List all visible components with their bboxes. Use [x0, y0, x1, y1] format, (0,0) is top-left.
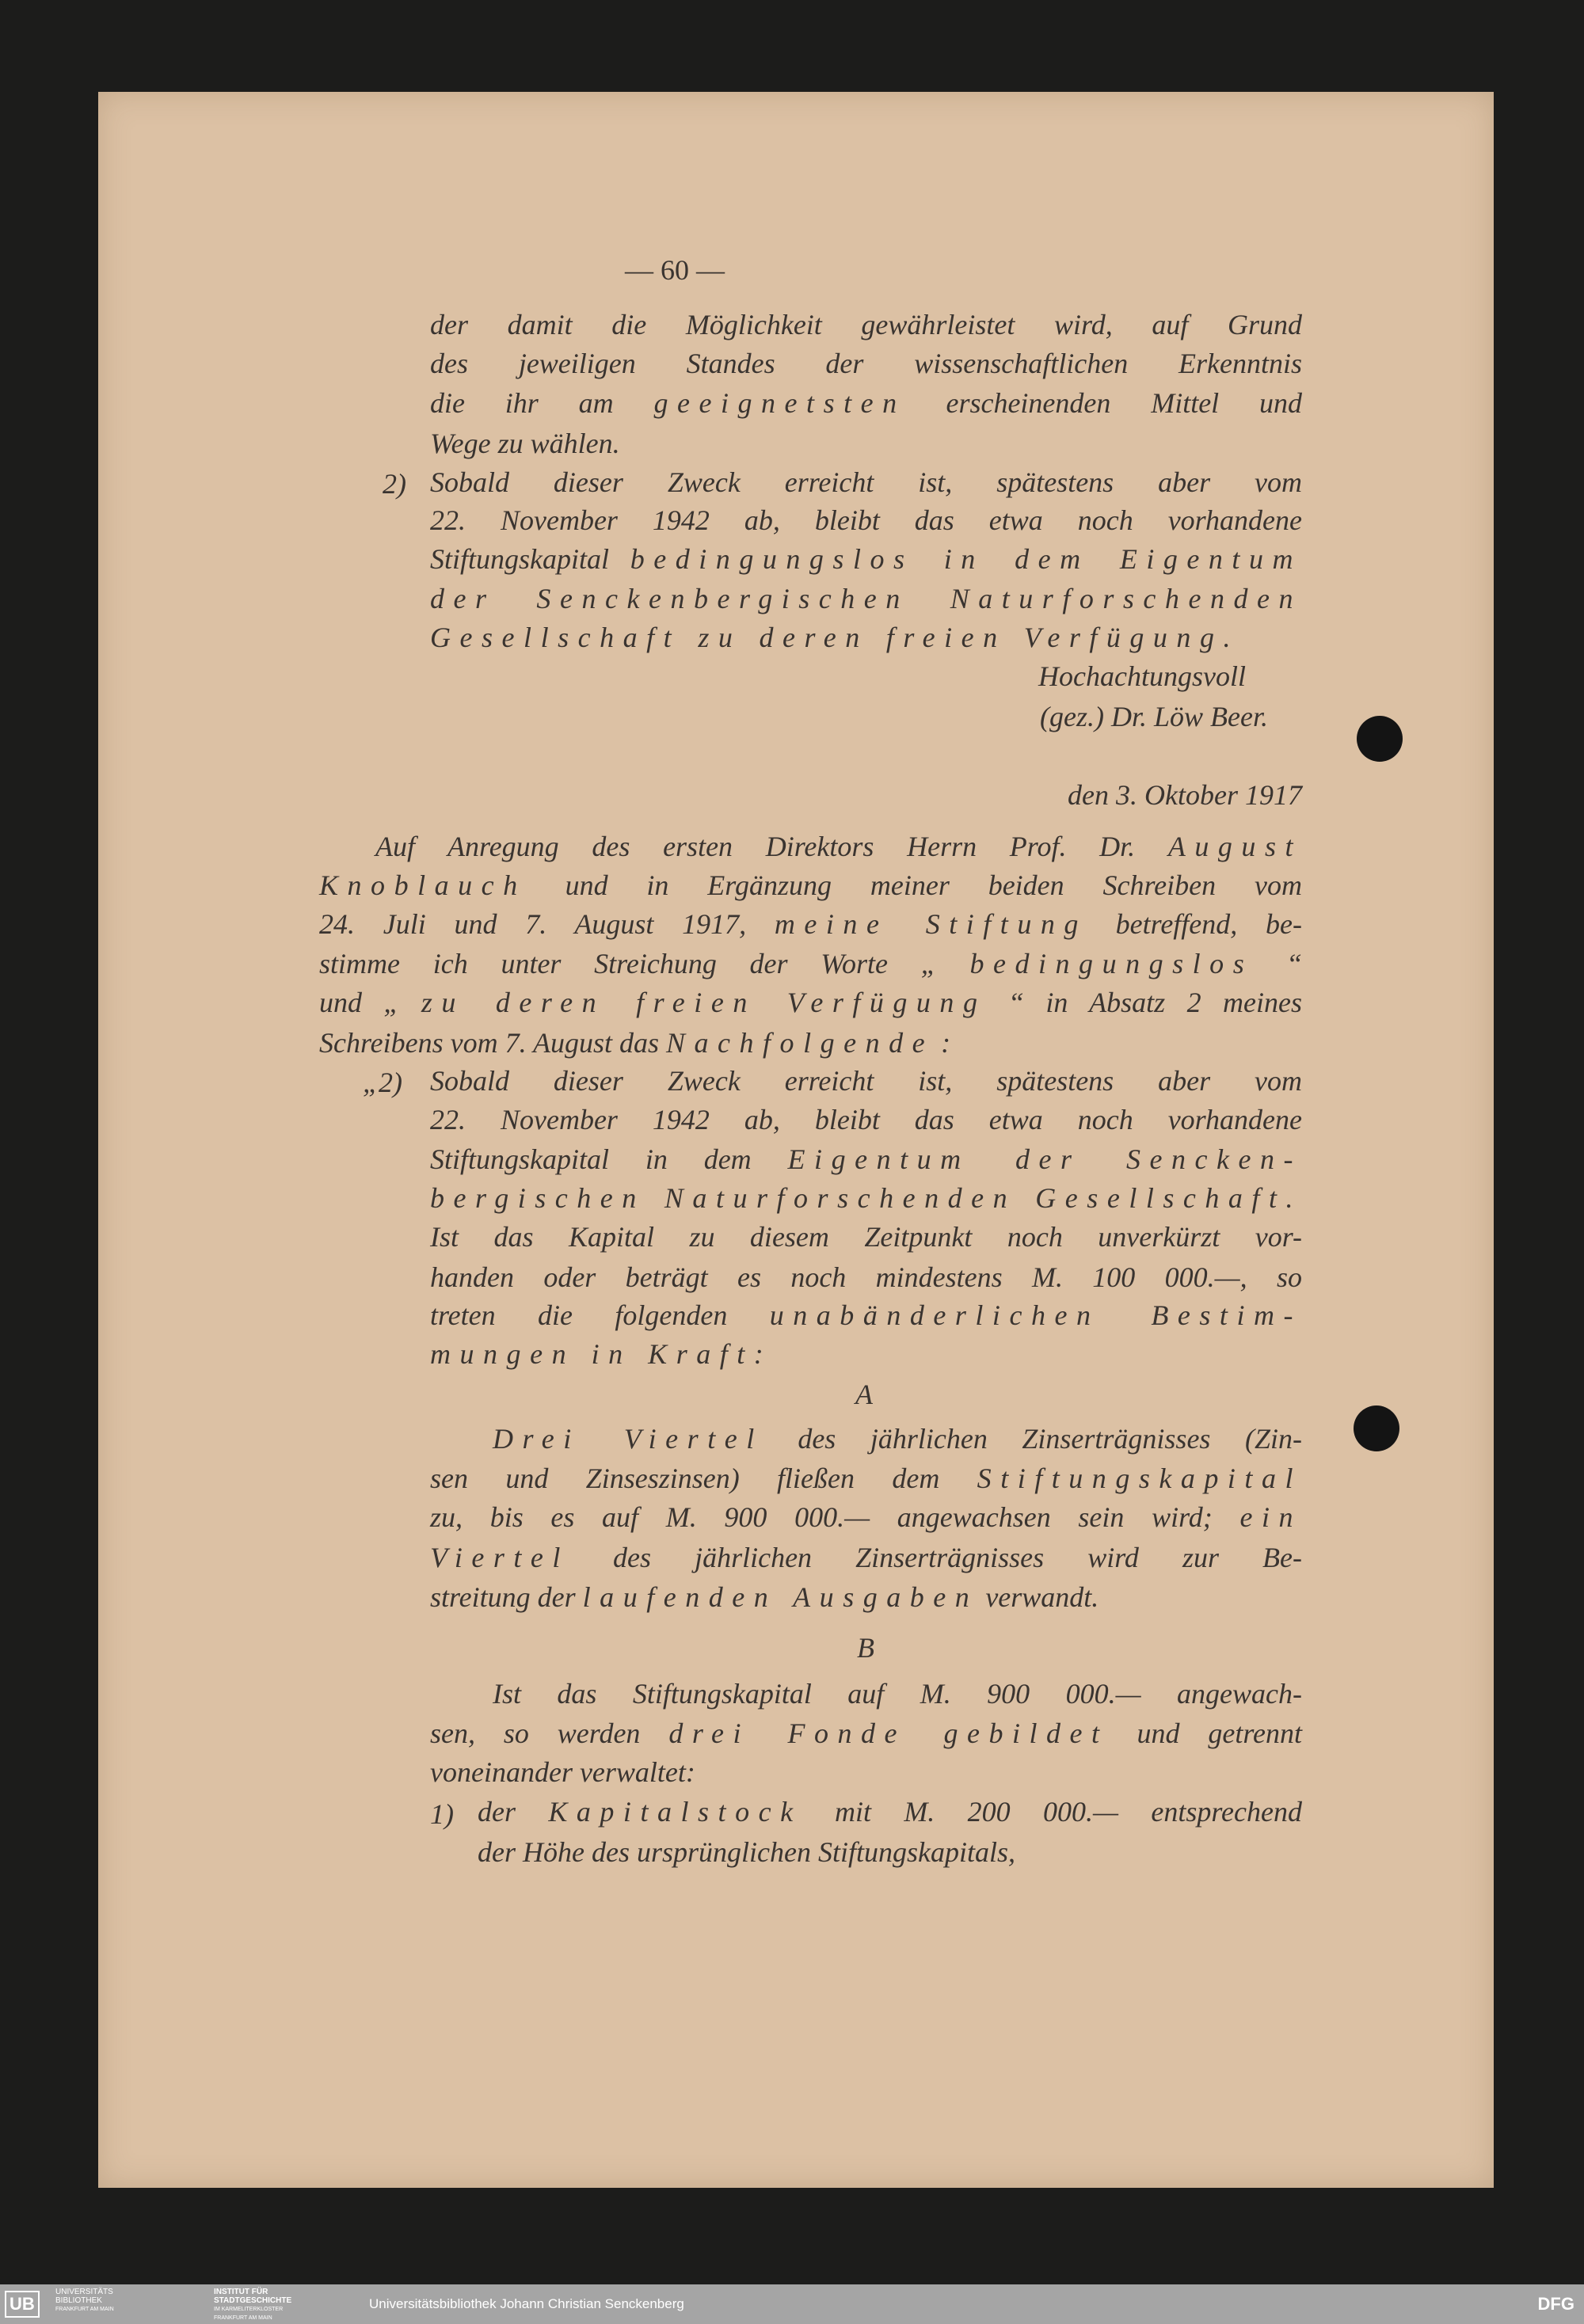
isg-logo-text: INSTITUT FÜR STADTGESCHICHTE IM KARMELITERKLOSTER FRANKFURT AM MAIN	[214, 2288, 292, 2321]
spaced-emphasis: Drei Viertel	[493, 1423, 763, 1455]
spaced-emphasis: Kapitalstock	[548, 1796, 802, 1828]
text-segment: zu, bis es auf M. 900 000.— angewachsen sein wird;	[430, 1501, 1240, 1533]
text-line	[478, 1836, 1015, 1868]
text-segment: Sobald dieser Zweck erreicht ist, spätestens aber vom	[430, 466, 1302, 498]
text-line	[375, 831, 1302, 862]
text-segment: A	[855, 1379, 873, 1410]
ub-logo: UB	[5, 2291, 40, 2318]
text-line	[857, 1632, 874, 1664]
list-marker: „2)	[363, 1067, 403, 1098]
dfg-logo: DFG	[1537, 2294, 1574, 2314]
spaced-emphasis: geeignetsten	[653, 387, 906, 419]
text-segment: Stiftungskapital in dem	[430, 1143, 788, 1175]
text-line	[430, 1501, 1302, 1533]
text-segment: 22. November 1942 ab, bleibt das etwa noch vorhandene	[430, 504, 1302, 536]
spaced-emphasis: bedingungslos in dem Eigentum	[630, 543, 1302, 575]
spaced-emphasis: bergischen Naturforschenden Gesellschaft.	[430, 1182, 1302, 1214]
spaced-emphasis: zu deren freien Verfügung	[421, 987, 987, 1018]
text-line	[319, 869, 1302, 901]
text-line	[319, 987, 1302, 1018]
text-segment: der Höhe des ursprünglichen Stiftungskapitals,	[478, 1836, 1015, 1868]
text-segment: erscheinenden Mittel und	[946, 387, 1303, 419]
spaced-emphasis: laufenden Ausgaben	[582, 1581, 979, 1613]
spaced-emphasis: der Senckenbergischen Naturforschenden	[430, 583, 1302, 614]
text-line	[430, 1221, 1302, 1253]
text-line	[430, 504, 1302, 536]
text-segment: sen und Zinseszinsen) fließen dem	[430, 1462, 977, 1494]
spaced-emphasis: unabänderlichen Bestim-	[769, 1299, 1302, 1331]
text-segment: den 3. Oktober 1917	[1068, 779, 1302, 811]
spaced-emphasis: August	[1167, 831, 1302, 862]
text-segment: sen, so werden	[430, 1717, 669, 1749]
text-segment: voneinander verwaltet:	[430, 1756, 695, 1788]
text-segment: Ist das Stiftungskapital auf M. 900 000.— angewach-	[493, 1678, 1302, 1710]
spaced-emphasis: Knoblauch	[319, 869, 527, 901]
text-line	[430, 583, 1302, 614]
text-segment: des jährlichen Zinserträgnisses wird zur Be-	[613, 1542, 1303, 1573]
list-marker: 1)	[430, 1798, 454, 1830]
text-line	[319, 948, 1302, 979]
text-line	[430, 1338, 772, 1370]
text-line	[430, 1143, 1302, 1175]
text-line	[478, 1796, 1302, 1828]
text-line	[430, 348, 1302, 379]
text-segment: 22. November 1942 ab, bleibt das etwa noch vorhandene	[430, 1104, 1302, 1135]
text-segment: Hochachtungsvoll	[1038, 660, 1246, 692]
punch-hole	[1357, 716, 1403, 762]
text-line	[430, 543, 1302, 575]
text-segment: des jeweiligen Standes der wissenschaftlichen Erkenntnis	[430, 348, 1302, 379]
footer-bar	[0, 2284, 1584, 2324]
spaced-emphasis: bedingungslos	[969, 948, 1254, 979]
text-line	[319, 1027, 950, 1059]
text-line	[430, 466, 1302, 498]
text-line	[430, 387, 1302, 419]
text-line	[430, 1756, 695, 1788]
page-number: — 60 —	[625, 254, 725, 286]
spaced-emphasis: mungen in Kraft:	[430, 1338, 773, 1370]
library-name: Universitätsbibliothek Johann Christian Senckenberg	[369, 2296, 684, 2311]
spaced-emphasis: Nachfolgende	[665, 1027, 935, 1059]
text-line	[430, 1542, 1302, 1573]
text-segment: stimme ich unter Streichung der Worte „	[319, 948, 937, 979]
list-marker: 2)	[383, 468, 406, 500]
text-segment: mit M. 200 000.— entsprechend	[834, 1796, 1302, 1828]
text-segment: Auf Anregung des ersten Direktors Herrn Prof. Dr.	[375, 831, 1168, 862]
text-segment: :	[941, 1027, 951, 1059]
text-line	[430, 1065, 1302, 1097]
text-line	[855, 1379, 873, 1410]
text-segment: handen oder beträgt es noch mindestens M. 100 000.—, so	[430, 1261, 1302, 1293]
text-segment: treten die folgenden	[430, 1299, 770, 1331]
text-segment: verwandt.	[985, 1581, 1099, 1613]
text-segment: Ist das Kapital zu diesem Zeitpunkt noch unverkürzt vor-	[430, 1221, 1302, 1253]
text-segment: und in Ergänzung meiner beiden Schreiben vom	[565, 869, 1302, 901]
text-segment: Stiftungskapital	[430, 543, 630, 575]
text-line	[1040, 701, 1268, 732]
text-line	[430, 309, 1302, 340]
text-segment: (gez.) Dr. Löw Beer.	[1040, 701, 1268, 732]
text-line	[430, 1299, 1302, 1331]
text-segment: B	[857, 1632, 874, 1664]
spaced-emphasis: Stiftungskapital	[977, 1462, 1302, 1494]
text-line	[319, 908, 1302, 940]
text-segment: und „	[319, 987, 400, 1018]
spaced-emphasis: drei Fonde gebildet	[668, 1717, 1109, 1749]
text-segment: “	[1285, 948, 1303, 979]
text-segment: 24. Juli und 7. August 1917,	[319, 908, 775, 940]
text-line	[430, 1581, 1099, 1613]
text-segment: der	[478, 1796, 549, 1828]
text-segment: Schreibens vom 7. August das	[319, 1027, 666, 1059]
ub-logo-text: UNIVERSITÄTS BIBLIOTHEK FRANKFURT AM MAIN	[55, 2288, 114, 2312]
spaced-emphasis: ein	[1239, 1501, 1302, 1533]
text-line	[430, 1462, 1302, 1494]
text-line	[430, 1261, 1302, 1293]
punch-hole	[1354, 1405, 1399, 1451]
text-segment: streitung der	[430, 1581, 583, 1613]
text-segment: des jährlichen Zinserträgnisses (Zin-	[798, 1423, 1302, 1455]
spaced-emphasis: meine Stiftung	[774, 908, 1087, 940]
text-line	[1068, 779, 1302, 811]
spaced-emphasis: Eigentum der Sencken-	[787, 1143, 1303, 1175]
text-line	[1038, 660, 1246, 692]
text-segment: “ in Absatz 2 meines	[1007, 987, 1303, 1018]
text-segment: Wege zu wählen.	[430, 428, 620, 459]
text-line	[493, 1423, 1302, 1455]
text-line	[430, 428, 620, 459]
text-line	[430, 1104, 1302, 1135]
text-segment: und getrennt	[1137, 1717, 1303, 1749]
spaced-emphasis: Gesellschaft zu deren freien Verfügung.	[430, 622, 1239, 653]
text-line	[493, 1678, 1302, 1710]
text-segment: der damit die Möglichkeit gewährleistet wird, auf Grund	[430, 309, 1302, 340]
spaced-emphasis: Viertel	[430, 1542, 569, 1573]
text-line	[430, 1182, 1302, 1214]
text-segment: Sobald dieser Zweck erreicht ist, spätestens aber vom	[430, 1065, 1302, 1097]
text-line	[430, 1717, 1302, 1749]
text-segment: die ihr am	[430, 387, 654, 419]
text-segment: betreffend, be-	[1115, 908, 1303, 940]
text-line	[430, 622, 1239, 653]
